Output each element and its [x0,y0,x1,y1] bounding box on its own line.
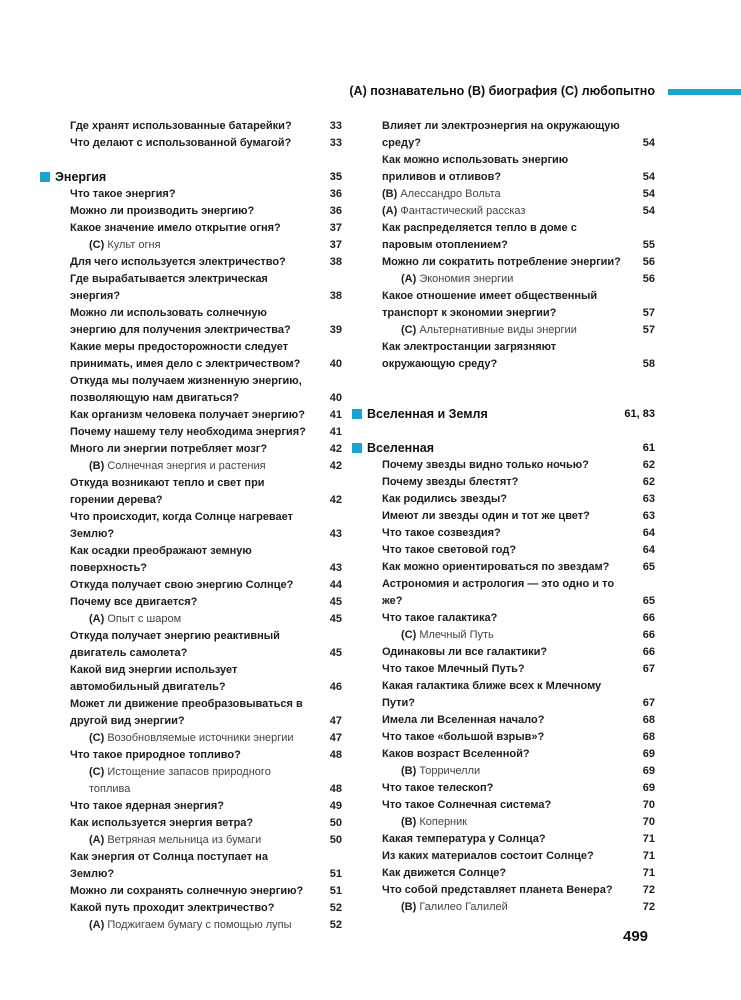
entry-title: Что собой представляет планета Венера? [382,884,613,896]
section-title: Вселенная [367,441,435,455]
entry-page-number: 42 [329,443,342,455]
entry-title: Имела ли Вселенная начало? [382,714,545,726]
entry-page-number: 56 [642,256,655,268]
toc-entry[interactable] [352,254,655,271]
section-title: Энергия [55,170,107,184]
entry-page-number: 42 [329,460,342,472]
toc-entry[interactable] [40,135,342,152]
entry-page-number: 38 [329,256,342,268]
toc-entry[interactable] [40,203,342,220]
entry-title: Альтернативные виды энергии [419,324,577,336]
entry-page-number: 72 [642,901,655,913]
entry-title: Откуда получает свою энергию Солнце? [70,579,294,591]
entry-title: Культ огня [107,239,161,251]
entry-page-number: 66 [642,646,655,658]
toc-entry[interactable] [352,491,655,508]
entry-category-tag: (С) [89,766,105,778]
entry-page-number: 41 [329,426,342,438]
entry-page-number: 64 [642,527,655,539]
toc-entry[interactable] [352,899,655,916]
entry-title: Возобновляемые источники энергии [107,732,294,744]
entry-title: Как движется Солнце? [382,867,507,879]
entry-page-number: 66 [642,612,655,624]
entry-page-number: 56 [642,273,655,285]
toc-right-column [352,118,655,916]
entry-title: Какой вид энергии использует автомобильный двигатель? [70,664,238,693]
entry-page-number: 36 [329,205,342,217]
toc-entry[interactable] [352,644,655,661]
entry-title: Может ли движение преобразовываться в другой вид энергии? [70,698,303,727]
toc-entry[interactable] [352,271,655,288]
toc-entry[interactable] [352,814,655,831]
entry-page-number: 46 [329,681,342,693]
entry-title: Как осадки преображают земную поверхность? [70,545,252,574]
entry-page-number: 51 [329,885,342,897]
toc-entry[interactable] [352,780,655,797]
entry-page-number: 71 [642,833,655,845]
entry-page-number: 45 [329,647,342,659]
entry-page-number: 38 [329,290,342,302]
toc-entry[interactable] [40,220,342,237]
entry-page-number: 65 [642,595,655,607]
entry-title: Что происходит, когда Солнце нагревает Землю? [70,511,294,540]
toc-entry[interactable] [352,322,655,339]
entry-category-tag: (В) [89,460,105,472]
entry-category-tag: (С) [401,629,417,641]
entry-title: Как можно ориентироваться по звездам? [382,561,610,573]
entry-page-number: 40 [329,392,342,404]
toc-entry[interactable] [40,458,342,475]
entry-category-tag: (А) [89,919,105,931]
toc-section-вселенная-и-земля[interactable] [352,406,655,423]
entry-title: Алессандро Вольта [400,188,501,200]
entry-title: Какое значение имело открытие огня? [70,222,281,234]
toc-entry[interactable] [40,424,342,441]
entry-page-number: 54 [642,188,655,200]
entry-title: Астрономия и астрология — это одно и то же? [382,578,615,607]
toc-entry[interactable] [352,339,655,373]
entry-page-number: 40 [329,358,342,370]
entry-page-number: 69 [642,782,655,794]
entry-page-number: 71 [642,850,655,862]
entry-page-number: 66 [642,629,655,641]
entry-title: Что такое природное топливо? [70,749,241,761]
entry-title: Что делают с использованной бумагой? [70,137,292,149]
entry-title: Фантастический рассказ [400,205,526,217]
toc-entry[interactable] [40,696,342,730]
toc-entry[interactable] [40,407,342,424]
toc-entry[interactable] [352,118,655,152]
entry-page-number: 50 [329,817,342,829]
toc-entry[interactable] [40,237,342,254]
entry-page-number: 62 [642,476,655,488]
toc-entry[interactable] [352,203,655,220]
entry-page-number: 42 [329,494,342,506]
entry-page-number: 54 [642,205,655,217]
entry-page-number: 71 [642,867,655,879]
entry-page-number: 52 [329,919,342,931]
entry-category-tag: (А) [89,834,105,846]
entry-page-number: 67 [642,663,655,675]
toc-entry[interactable] [352,763,655,780]
entry-page-number: 51 [329,868,342,880]
entry-title: Откуда мы получаем жизненную энергию, позволяющую нам двигаться? [70,375,302,404]
entry-page-number: 41 [329,409,342,421]
toc-entry[interactable] [40,798,342,815]
entry-page-number: 33 [329,120,342,132]
entry-title: Откуда возникают тепло и свет при горении дерева? [70,477,265,506]
toc-entry[interactable] [352,797,655,814]
section-page-number: 35 [329,171,342,183]
toc-entry[interactable] [40,373,342,407]
toc-entry[interactable] [40,900,342,917]
entry-page-number: 70 [642,799,655,811]
entry-title: Как электростанции загрязняют окружающую среду? [382,341,557,370]
section-title: Вселенная и Земля [367,407,488,421]
entry-category-tag: (С) [89,732,105,744]
toc-entry[interactable] [40,917,342,934]
toc-entry[interactable] [40,543,342,577]
entry-title: Почему нашему телу необходима энергия? [70,426,306,438]
entry-page-number: 45 [329,596,342,608]
entry-page-number: 65 [642,561,655,573]
entry-title: Из каких материалов состоит Солнце? [382,850,594,862]
toc-entry[interactable] [40,883,342,900]
entry-page-number: 70 [642,816,655,828]
entry-page-number: 48 [329,749,342,761]
entry-title: Почему звезды блестят? [382,476,519,488]
entry-page-number: 44 [329,579,342,591]
toc-entry[interactable] [352,848,655,865]
entry-title: Экономия энергии [419,273,514,285]
toc-entry[interactable] [40,662,342,696]
toc-entry[interactable] [352,220,655,254]
toc-left-column [40,118,342,934]
entry-title: Какая галактика ближе всех к Млечному Пути? [382,680,602,709]
toc-entry[interactable] [352,746,655,763]
entry-title: Влияет ли электроэнергия на окружающую среду? [382,120,620,149]
toc-entry[interactable] [352,525,655,542]
entry-category-tag: (В) [382,188,398,200]
entry-category-tag: (В) [401,765,417,777]
entry-title: Поджигаем бумагу с помощью лупы [107,919,292,931]
toc-section-энергия[interactable] [40,169,342,186]
entry-page-number: 68 [642,731,655,743]
entry-page-number: 45 [329,613,342,625]
entry-category-tag: (С) [89,239,105,251]
entry-page-number: 55 [642,239,655,251]
spacer [352,373,655,406]
entry-page-number: 37 [329,239,342,251]
entry-page-number: 63 [642,493,655,505]
page-number: 499 [623,928,649,945]
entry-title: Для чего используется электричество? [70,256,286,268]
entry-title: Какое отношение имеет общественный транспорт к экономии энергии? [382,290,598,319]
entry-title: Имеют ли звезды один и тот же цвет? [382,510,590,522]
entry-title: Можно ли сохранять солнечную энергию? [70,885,304,897]
entry-category-tag: (В) [401,816,417,828]
entry-page-number: 63 [642,510,655,522]
entry-title: Солнечная энергия и растения [107,460,266,472]
entry-title: Что такое ядерная энергия? [70,800,225,812]
entry-page-number: 50 [329,834,342,846]
entry-title: Истощение запасов природного топлива [89,766,271,795]
entry-title: Что такое галактика? [382,612,498,624]
entry-page-number: 67 [642,697,655,709]
spacer [352,423,655,440]
entry-title: Торричелли [419,765,481,777]
toc-entry[interactable] [40,577,342,594]
header-legend: (А) познавательно (В) биография (С) любопытно [349,84,655,98]
entry-title: Какие меры предосторожности следует принимать, имея дело с электричеством? [70,341,301,370]
toc-entry[interactable] [40,815,342,832]
entry-page-number: 62 [642,459,655,471]
toc-entry[interactable] [352,559,655,576]
toc-entry[interactable] [352,729,655,746]
entry-page-number: 58 [642,358,655,370]
toc-section-вселенная[interactable] [352,440,655,457]
entry-title: Млечный Путь [419,629,494,641]
entry-page-number: 43 [329,562,342,574]
entry-page-number: 68 [642,714,655,726]
entry-title: Каков возраст Вселенной? [382,748,530,760]
entry-title: Как родились звезды? [382,493,508,505]
entry-page-number: 47 [329,715,342,727]
entry-page-number: 36 [329,188,342,200]
entry-title: Что такое телескоп? [382,782,494,794]
toc-entry[interactable] [40,849,342,883]
section-page-number: 61 [642,442,655,454]
entry-title: Опыт с шаром [107,613,182,625]
toc-entry[interactable] [40,509,342,543]
toc-entry[interactable] [352,678,655,712]
entry-title: Можно ли производить энергию? [70,205,255,217]
entry-title: Откуда получает энергию реактивный двигатель самолета? [70,630,280,659]
toc-entry[interactable] [352,712,655,729]
section-page-number: 61, 83 [624,408,655,420]
entry-page-number: 57 [642,307,655,319]
entry-title: Какой путь проходит электричество? [70,902,275,914]
entry-title: Почему звезды видно только ночью? [382,459,589,471]
toc-entry[interactable] [40,594,342,611]
entry-title: Что такое созвездия? [382,527,501,539]
entry-page-number: 69 [642,765,655,777]
entry-page-number: 72 [642,884,655,896]
entry-title: Как используется энергия ветра? [70,817,254,829]
entry-page-number: 39 [329,324,342,336]
toc-entry[interactable] [40,832,342,849]
entry-page-number: 43 [329,528,342,540]
entry-title: Коперник [419,816,468,828]
toc-entry[interactable] [352,882,655,899]
toc-entry[interactable] [352,610,655,627]
toc-entry[interactable] [40,747,342,764]
entry-page-number: 47 [329,732,342,744]
toc-entry[interactable] [352,661,655,678]
toc-entry[interactable] [352,627,655,644]
toc-entry[interactable] [40,118,342,135]
entry-title: Что такое световой год? [382,544,517,556]
entry-category-tag: (В) [401,901,417,913]
entry-title: Одинаковы ли все галактики? [382,646,548,658]
toc-entry[interactable] [40,271,342,305]
entry-title: Много ли энергии потребляет мозг? [70,443,268,455]
entry-page-number: 48 [329,783,342,795]
toc-entry[interactable] [352,542,655,559]
entry-page-number: 52 [329,902,342,914]
entry-title: Как можно использовать энергию приливов и отливов? [382,154,569,183]
entry-title: Галилео Галилей [419,901,508,913]
entry-title: Можно ли сократить потребление энергии? [382,256,621,268]
entry-title: Как энергия от Солнца поступает на Землю? [70,851,268,880]
entry-title: Что такое Млечный Путь? [382,663,525,675]
toc-entry[interactable] [352,508,655,525]
toc-entry[interactable] [352,457,655,474]
entry-title: Почему все двигается? [70,596,198,608]
toc-entry[interactable] [352,831,655,848]
entry-page-number: 37 [329,222,342,234]
entry-page-number: 54 [642,171,655,183]
toc-entry[interactable] [352,288,655,322]
entry-category-tag: (А) [89,613,105,625]
toc-entry[interactable] [40,254,342,271]
toc-entry[interactable] [40,730,342,747]
toc-entry[interactable] [352,576,655,610]
entry-page-number: 54 [642,137,655,149]
entry-page-number: 64 [642,544,655,556]
toc-entry[interactable] [40,611,342,628]
entry-category-tag: (А) [401,273,417,285]
entry-category-tag: (А) [382,205,398,217]
entry-title: Что такое «большой взрыв»? [382,731,545,743]
spacer [40,152,342,169]
toc-entry[interactable] [40,628,342,662]
toc-entry[interactable] [40,305,342,339]
entry-title: Можно ли использовать солнечную энергию для получения электричества? [70,307,291,336]
toc-entry[interactable] [40,339,342,373]
header-accent-bar [668,89,741,95]
entry-page-number: 57 [642,324,655,336]
toc-entry[interactable] [40,475,342,509]
toc-entry[interactable] [352,474,655,491]
entry-page-number: 33 [329,137,342,149]
entry-title: Что такое энергия? [70,188,176,200]
entry-page-number: 49 [329,800,342,812]
toc-entry[interactable] [352,865,655,882]
entry-title: Как распределяется тепло в доме с паровым отоплением? [382,222,577,251]
toc-entry[interactable] [352,152,655,186]
entry-title: Где хранят использованные батарейки? [70,120,292,132]
toc-entry[interactable] [40,764,342,798]
entry-title: Как организм человека получает энергию? [70,409,305,421]
entry-title: Какая температура у Солнца? [382,833,546,845]
entry-page-number: 69 [642,748,655,760]
toc-entry[interactable] [352,186,655,203]
entry-title: Где вырабатывается электрическая энергия? [70,273,268,302]
entry-title: Ветряная мельница из бумаги [107,834,262,846]
toc-entry[interactable] [40,186,342,203]
entry-category-tag: (С) [401,324,417,336]
entry-title: Что такое Солнечная система? [382,799,552,811]
toc-entry[interactable] [40,441,342,458]
